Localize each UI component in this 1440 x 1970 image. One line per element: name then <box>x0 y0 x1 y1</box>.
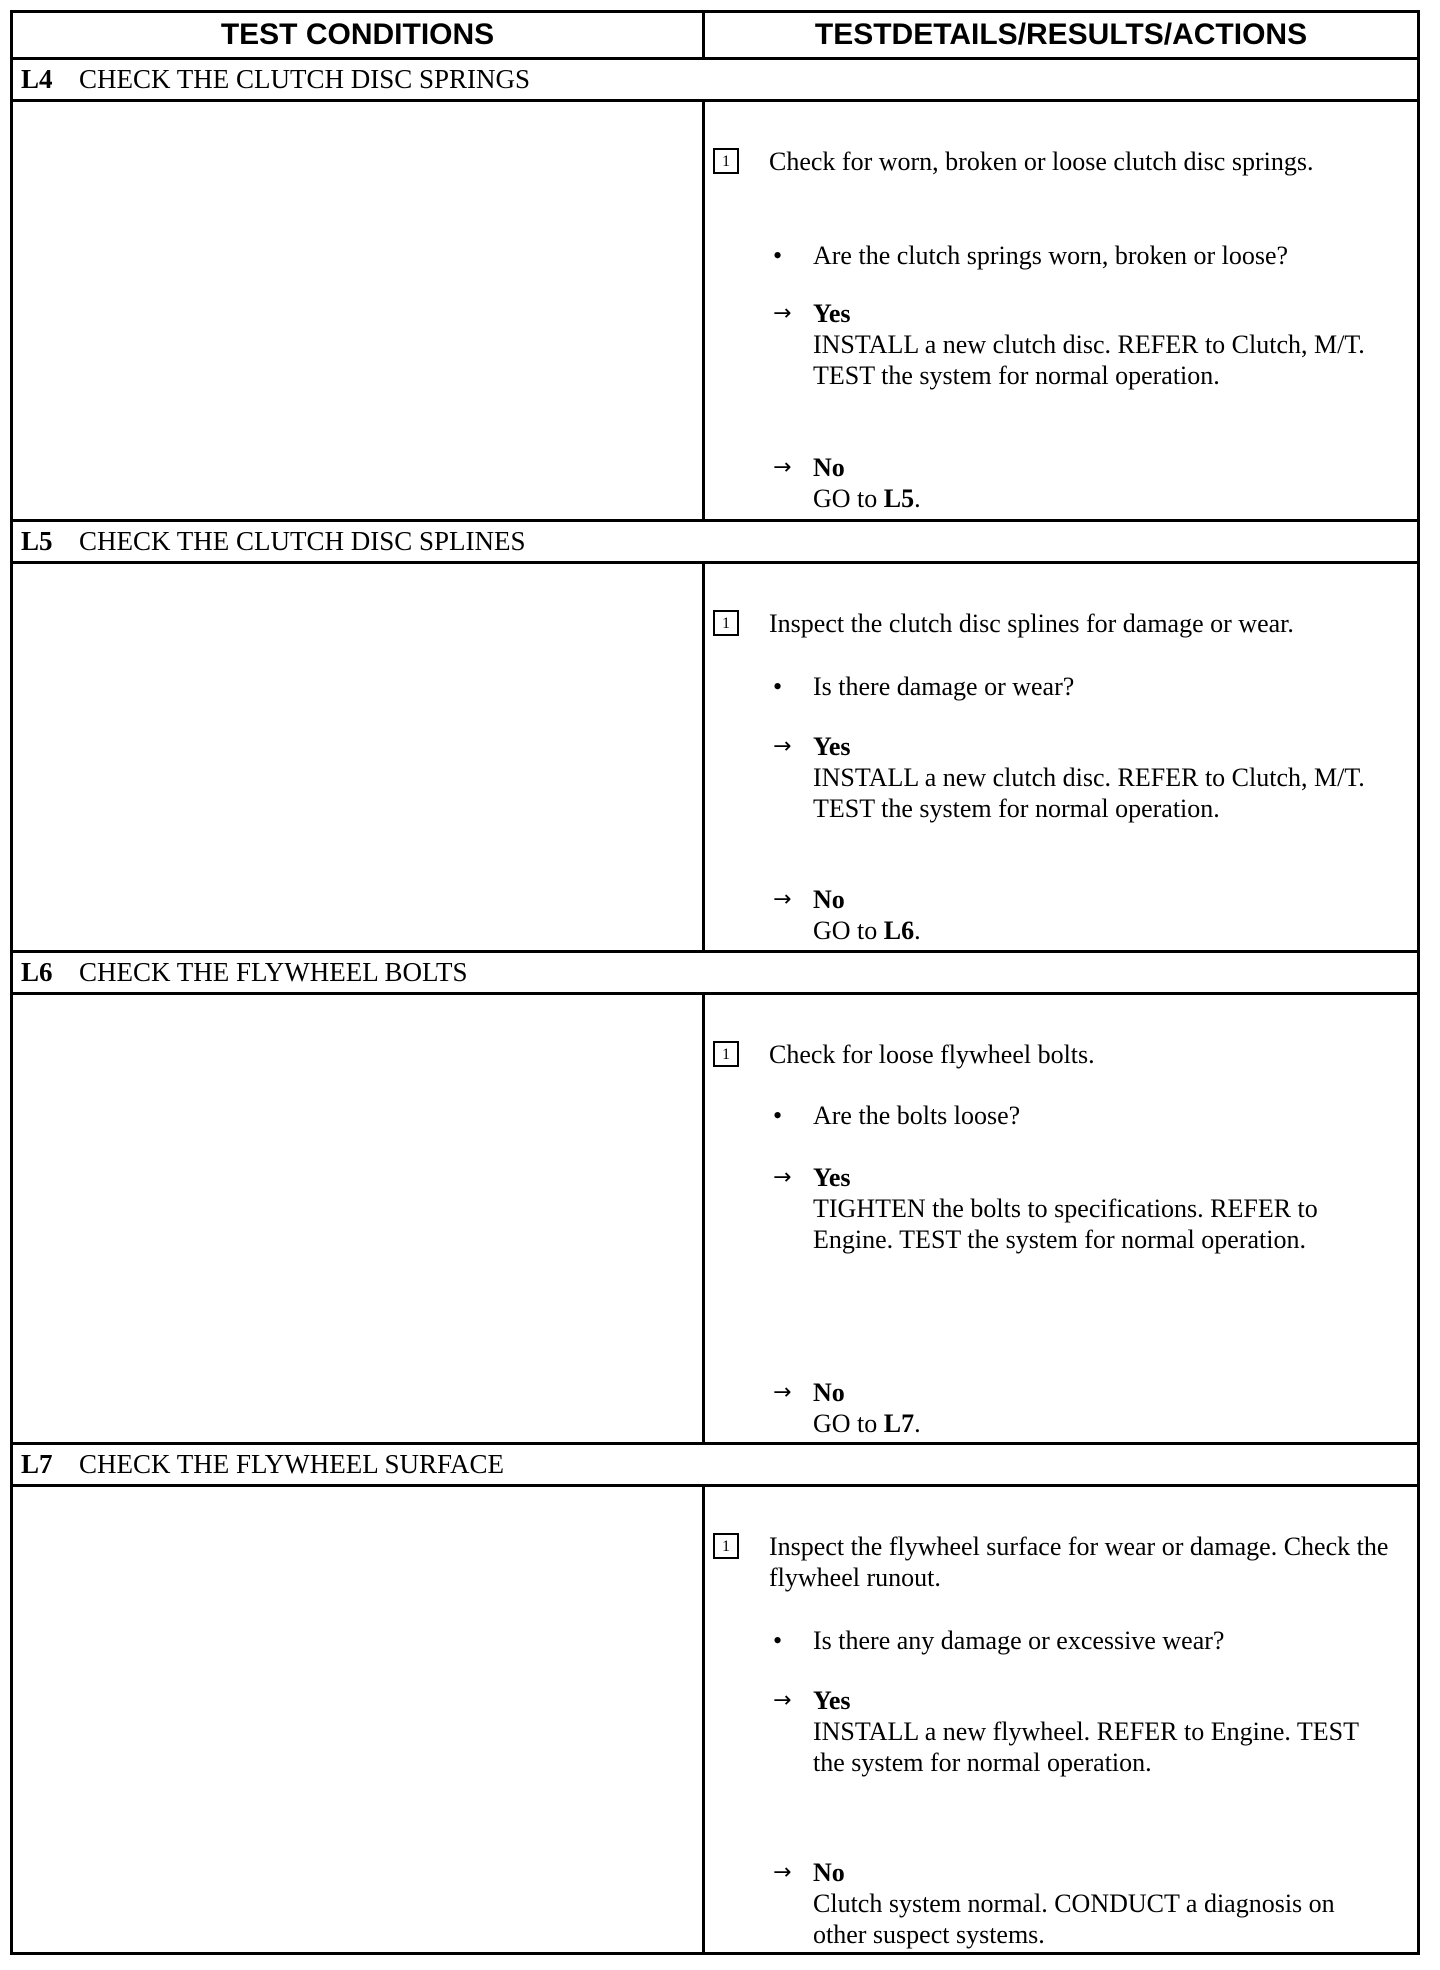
arrow-right-icon: → <box>773 887 792 912</box>
no-suffix: . <box>914 916 921 945</box>
yes-label: Yes <box>813 732 851 761</box>
yes-option <box>773 731 1373 824</box>
no-option <box>773 1377 1373 1439</box>
step-text: Check for worn, broken or loose clutch disc springs. <box>769 147 1314 176</box>
question-text: Are the bolts loose? <box>813 1101 1021 1130</box>
no-prefix: GO to <box>813 1409 884 1438</box>
section-details <box>713 995 1407 1442</box>
arrow-right-icon: → <box>773 1380 792 1405</box>
step-number-box: 1 <box>713 148 739 174</box>
table-header <box>13 13 1417 60</box>
question-text: Is there any damage or excessive wear? <box>813 1626 1225 1655</box>
column-divider <box>702 564 705 950</box>
arrow-right-icon: → <box>773 734 792 759</box>
yes-option <box>773 1685 1373 1778</box>
no-suffix: . <box>914 1409 921 1438</box>
step-text: Check for loose flywheel bolts. <box>769 1040 1095 1069</box>
yes-label: Yes <box>813 1163 851 1192</box>
section-body-l4 <box>13 102 1417 522</box>
test-conditions-header: TEST CONDITIONS <box>13 13 705 57</box>
section-body-l6 <box>13 995 1417 1445</box>
next-step-ref: L7 <box>883 1409 915 1438</box>
question <box>773 1100 1020 1131</box>
column-divider <box>702 102 705 519</box>
arrow-right-icon: → <box>773 1165 792 1190</box>
no-option <box>773 1857 1373 1950</box>
step-1 <box>713 608 1389 639</box>
no-label: No <box>813 1378 845 1407</box>
question-text: Are the clutch springs worn, broken or loose? <box>813 241 1289 270</box>
section-code: L6 <box>21 957 53 987</box>
no-option <box>773 452 1373 514</box>
section-code: L4 <box>21 64 53 94</box>
yes-label: Yes <box>813 1686 851 1715</box>
no-option <box>773 884 1373 946</box>
yes-option <box>773 298 1373 391</box>
column-divider <box>702 1487 705 1952</box>
no-text <box>813 483 1373 514</box>
yes-text: INSTALL a new clutch disc. REFER to Clutch, M/T. TEST the system for normal operation. <box>813 763 1365 823</box>
no-prefix: GO to <box>813 916 884 945</box>
step-text: Inspect the flywheel surface for wear or damage. Check the flywheel runout. <box>769 1532 1389 1592</box>
step-number-box: 1 <box>713 1041 739 1067</box>
no-label: No <box>813 1858 845 1887</box>
yes-option <box>773 1162 1373 1255</box>
question <box>773 1625 1224 1656</box>
yes-text: INSTALL a new flywheel. REFER to Engine. TEST the system for normal operation. <box>813 1717 1359 1777</box>
section-title-text: CHECK THE CLUTCH DISC SPRINGS <box>79 64 531 94</box>
question-text: Is there damage or wear? <box>813 672 1075 701</box>
yes-text: TIGHTEN the bolts to specifications. REFER to Engine. TEST the system for normal operation. <box>813 1194 1318 1254</box>
section-title-text: CHECK THE FLYWHEEL SURFACE <box>79 1449 505 1479</box>
arrow-right-icon: → <box>773 1688 792 1713</box>
section-details <box>713 564 1407 950</box>
section-code: L7 <box>21 1449 53 1479</box>
section-body-l7 <box>13 1487 1417 1952</box>
step-number-box: 1 <box>713 610 739 636</box>
question <box>773 671 1074 702</box>
diagnostic-table <box>10 10 1420 1955</box>
no-text <box>813 915 1373 946</box>
section-details <box>713 102 1407 519</box>
bullet-icon: • <box>773 1101 783 1130</box>
no-suffix: . <box>914 484 921 513</box>
step-text: Inspect the clutch disc splines for damage or wear. <box>769 609 1294 638</box>
step-1 <box>713 146 1389 177</box>
yes-text: INSTALL a new clutch disc. REFER to Clutch, M/T. TEST the system for normal operation. <box>813 330 1365 390</box>
section-title-l4 <box>13 60 1417 102</box>
next-step-ref: L6 <box>883 916 915 945</box>
section-title-text: CHECK THE FLYWHEEL BOLTS <box>79 957 468 987</box>
arrow-right-icon: → <box>773 455 792 480</box>
yes-label: Yes <box>813 299 851 328</box>
arrow-right-icon: → <box>773 301 792 326</box>
bullet-icon: • <box>773 241 783 270</box>
step-1 <box>713 1531 1389 1593</box>
step-number-box: 1 <box>713 1533 739 1559</box>
step-1 <box>713 1039 1389 1070</box>
arrow-right-icon: → <box>773 1860 792 1885</box>
no-text <box>813 1408 1373 1439</box>
column-divider <box>702 995 705 1442</box>
question <box>773 240 1288 271</box>
section-title-text: CHECK THE CLUTCH DISC SPLINES <box>79 526 526 556</box>
bullet-icon: • <box>773 672 783 701</box>
no-prefix: GO to <box>813 484 884 513</box>
section-body-l5 <box>13 564 1417 953</box>
section-title-l5 <box>13 522 1417 564</box>
no-label: No <box>813 885 845 914</box>
section-code: L5 <box>21 526 53 556</box>
section-title-l7 <box>13 1445 1417 1487</box>
next-step-ref: L5 <box>883 484 915 513</box>
section-details <box>713 1487 1407 1952</box>
test-details-header: TESTDETAILS/RESULTS/ACTIONS <box>814 18 1308 51</box>
no-label: No <box>813 453 845 482</box>
bullet-icon: • <box>773 1626 783 1655</box>
section-title-l6 <box>13 953 1417 995</box>
no-text: Clutch system normal. CONDUCT a diagnosis on other suspect systems. <box>813 1889 1335 1949</box>
